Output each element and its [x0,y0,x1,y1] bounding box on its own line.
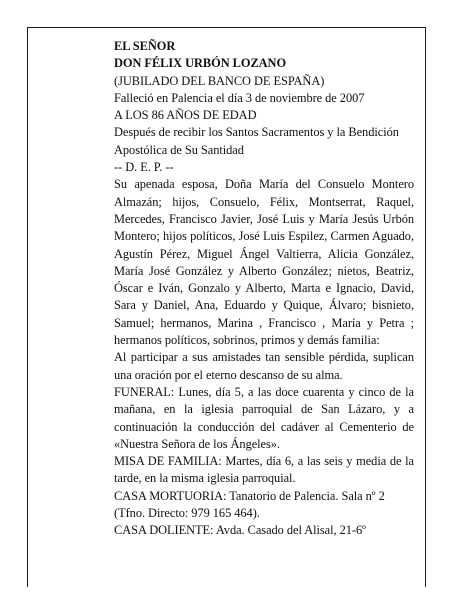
family-paragraph: Su apenada esposa, Doña María del Consuelo Montero Almazán; hijos, Consuelo, Félix, Montserrat, Raquel, Mercedes, Francisco Javier, José Luis y María Jesús Urbón Montero; hijos políticos, José Luis Espilez, Carmen Aguado, Agustín Pérez, Miguel Ángel Valtierra, Alicia González, María José González y Alberto González; nietos, Beatriz, Óscar e Iván, Gonzalo y Alberto, Marta e Ignacio, David, Sara y Daniel, Ana, Eduardo y Quique, Álvaro; bisnieto, Samuel; hermanos, Marina , Francisco , María y Petra ; hermanos políticos, sobrinos, primos y demás familia: [114,177,414,348]
funeral-paragraph: FUNERAL: Lunes, día 5, a las doce cuarenta y cinco de la mañana, en la iglesia parroquial de San Lázaro, y a continuación la conducción del cadáver al Cementerio de «Nuestra Señora de los Ángeles». [114,384,414,451]
family-mass-paragraph: MISA DE FAMILIA: Martes, día 6, a las seis y media de la tarde, en la misma iglesia parroquial. [114,454,414,486]
sacraments-paragraph: Después de recibir los Santos Sacramentos y la Bendición Apostólica de Su Santidad [114,125,399,157]
deceased-occupation: (JUBILADO DEL BANCO DE ESPAÑA) [114,73,325,88]
age-at-death: A LOS 86 AÑOS DE EDAD [114,108,257,123]
mortuary-paragraph: CASA MORTUORIA: Tanatorio de Palencia. Sala nº 2 (Tfno. Directo: 979 165 464). [114,488,385,521]
dep-line: -- D. E. P. -- [114,160,174,175]
title-senor: EL SEÑOR [114,39,176,53]
prayer-request: Al participar a sus amistades tan sensible pérdida, suplican una oración por el eterno descanso de su alma. [114,350,414,382]
death-notice: Falleció en Palencia el día 3 de noviembre de 2007 [114,90,365,105]
mourning-house-paragraph: CASA DOLIENTE: Avda. Casado del Alisal, 21-6º [114,523,366,538]
obituary-text [114,38,414,540]
deceased-name: DON FÉLIX URBÓN LOZANO [114,56,287,71]
